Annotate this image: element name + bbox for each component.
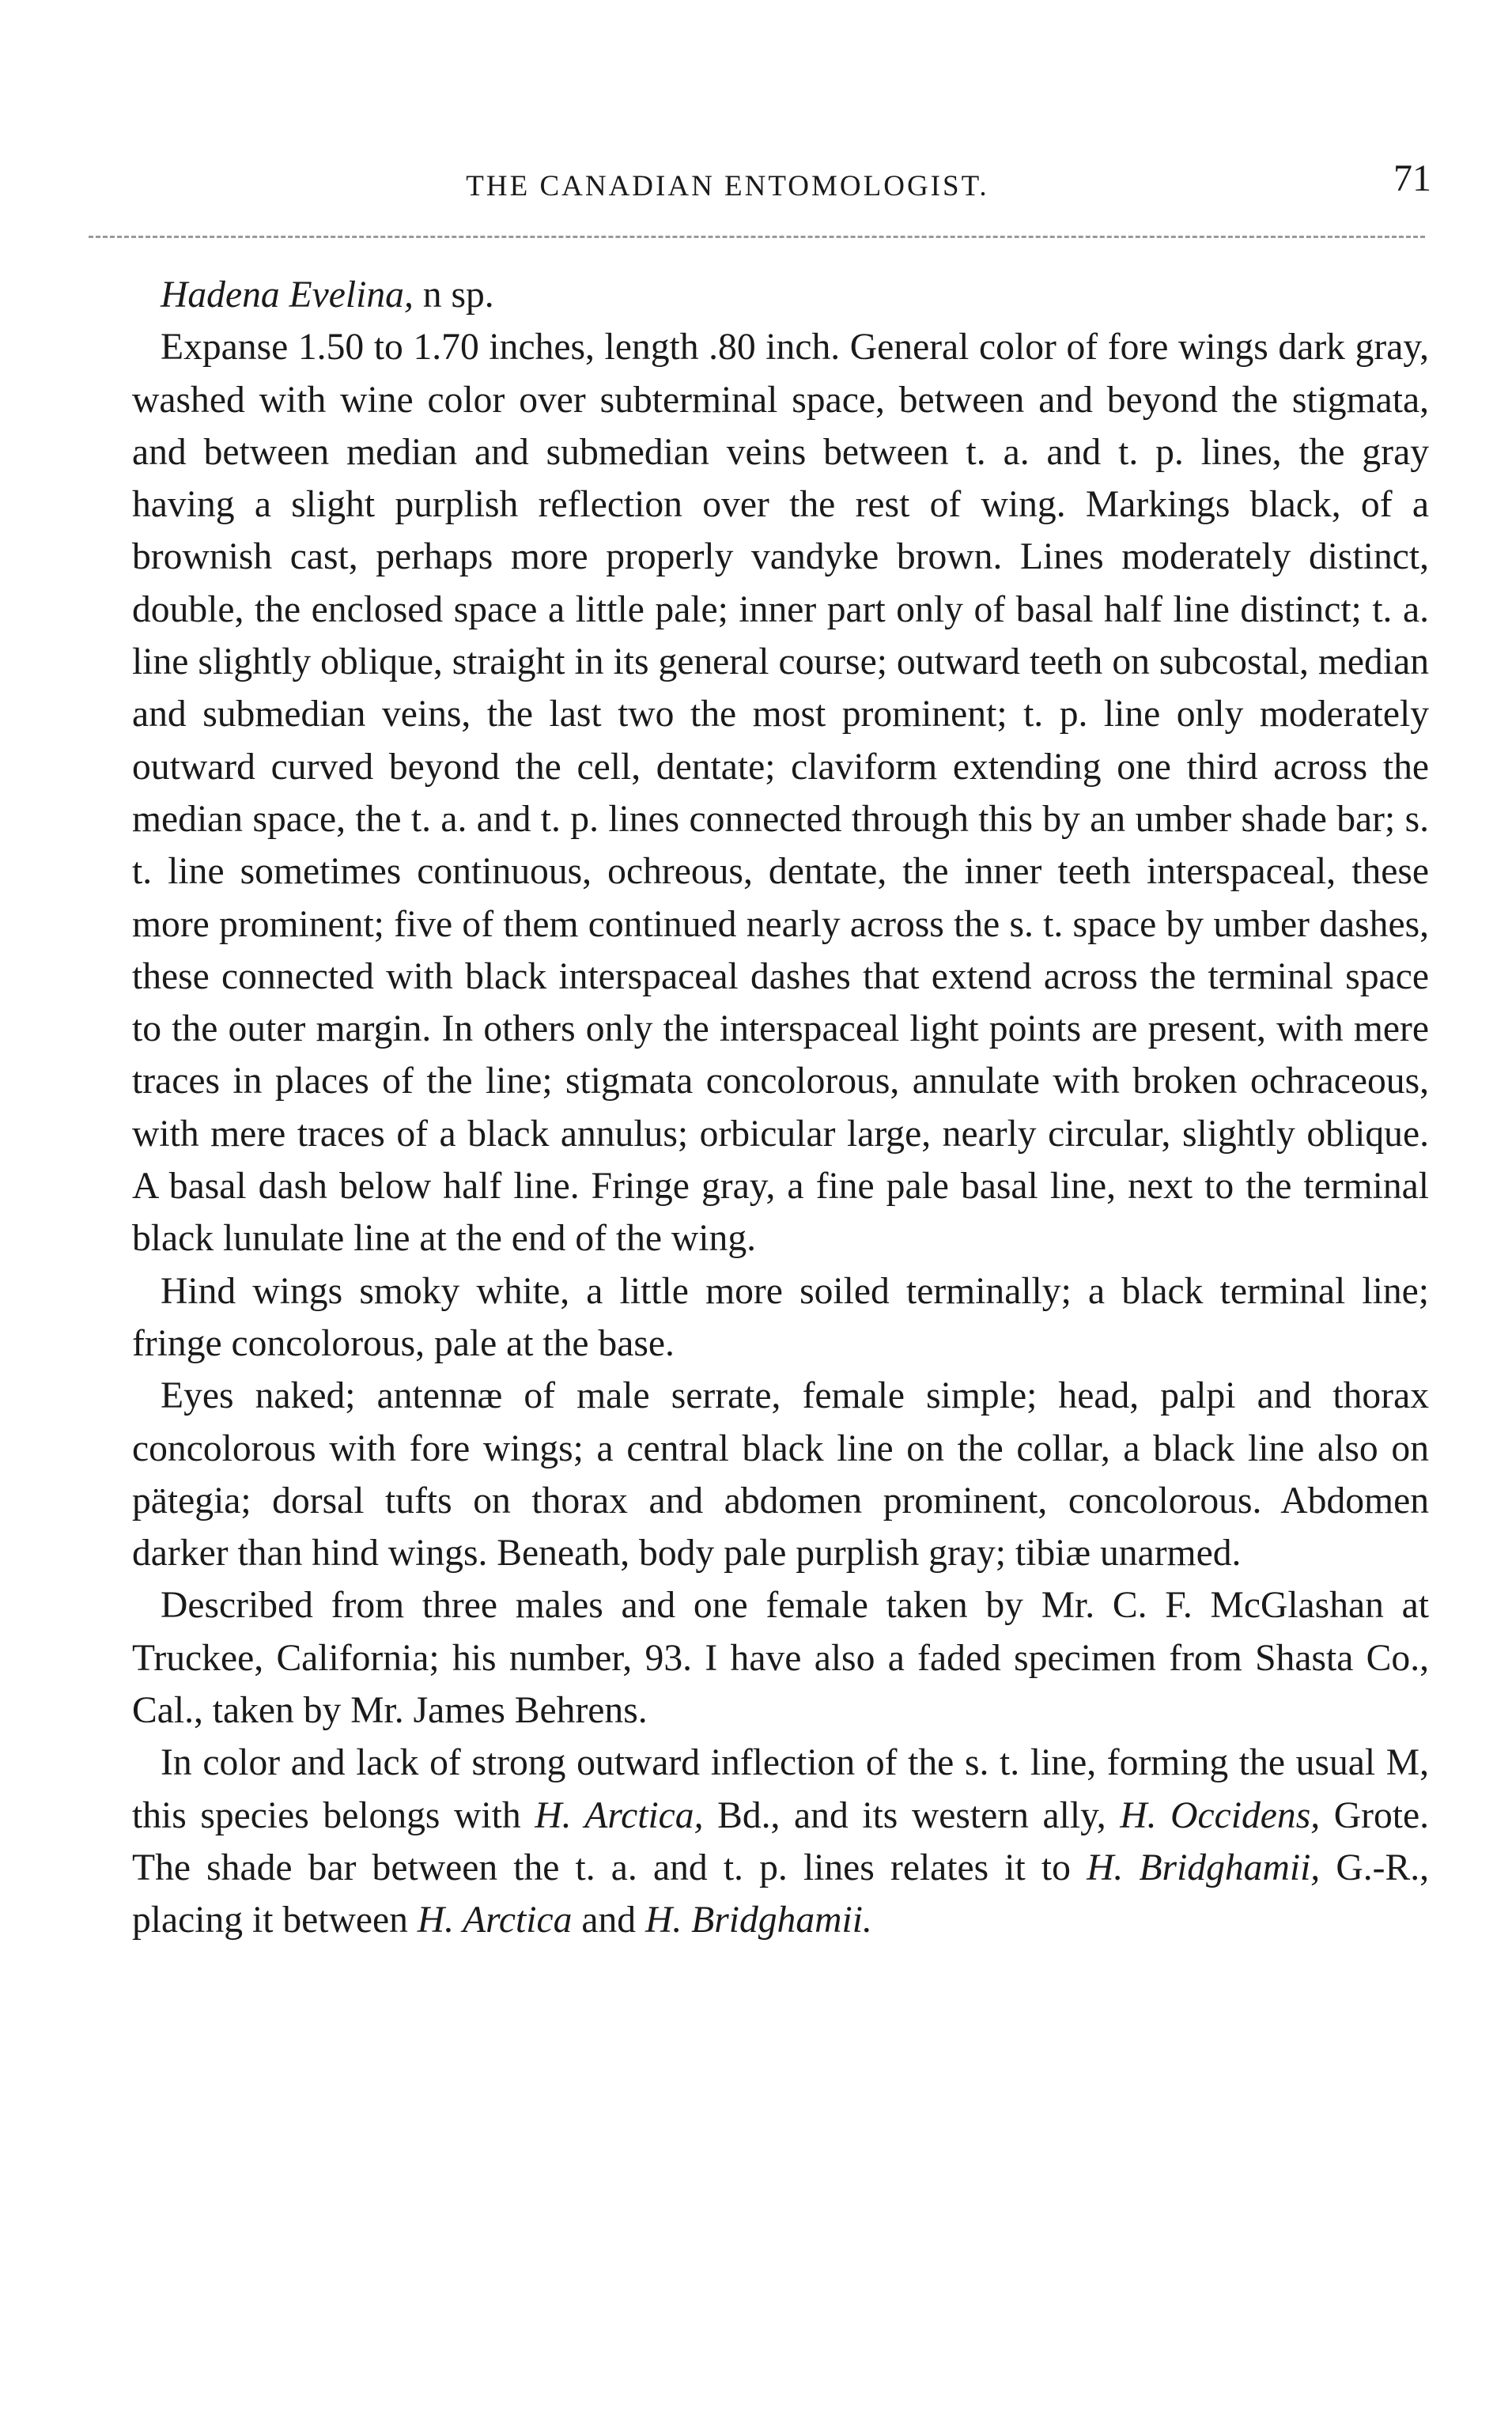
article-body <box>132 269 1429 1947</box>
taxon-occidens: H. Occidens, <box>1120 1794 1321 1836</box>
taxon-arctica-2: H. Arctica <box>417 1900 573 1941</box>
taxon-bridghamii-2: H. Bridghamii. <box>644 1900 872 1941</box>
paragraph-hind-wings: Hind wings smoky white, a little more soiled terminally; a black terminal line; fringe concolorous, pale at the base. <box>132 1270 1429 1364</box>
taxon-bridghamii: H. Bridghamii, <box>1087 1847 1321 1888</box>
affinities-text-1: In color and lack of strong outward inflection of the s. t. line, forming the usual M, this species belongs with <box>132 1742 1429 1836</box>
new-species-mark: n sp. <box>413 274 494 316</box>
genus-name: Hadena <box>161 274 280 316</box>
species-heading <box>132 269 1429 321</box>
paragraph-fore-wings: Expanse 1.50 to 1.70 inches, length .80 inch. General color of fore wings dark gray, washed with wine color over subterminal space, between and beyond the stigmata, and between median and submedian veins between t. a. and t. p. lines, the gray having a slight purplish reflection over the rest of wing. Markings black, of a brownish cast, perhaps more properly vandyke brown. Lines moderately distinct, double, the enclosed space a little pale; inner part only of basal half line distinct; t. a. line slightly oblique, straight in its general course; outward teeth on subcostal, median and submedian veins, the last two the most prominent; t. p. line only moderately outward curved beyond the cell, dentate; claviform extending one third across the median space, the t. a. and t. p. lines connected through this by an umber shade bar; s. t. line sometimes continuous, ochreous, dentate, the inner teeth interspaceal, these more prominent; five of them continued nearly across the s. t. space by umber dashes, these connected with black interspaceal dashes that extend across the terminal space to the outer margin. In others only the interspaceal light points are present, with mere traces in places of the line; stigmata concolorous, annulate with broken ochraceous, with mere traces of a black annulus; orbicular large, nearly circular, slightly oblique. A basal dash below half line. Fringe gray, a fine pale basal line, next to the terminal black lunulate line at the end of the wing. <box>132 327 1429 1260</box>
header-rule <box>89 236 1425 238</box>
paragraph-body-features: Eyes naked; antennæ of male serrate, female simple; head, palpi and thorax concolorous with fore wings; a central black line on the collar, a black line also on pätegia; dorsal tufts on thorax and abdomen prominent, concolorous. Abdomen darker than hind wings. Beneath, body pale purplish gray; tibiæ unarmed. <box>132 1375 1429 1575</box>
page-number: 71 <box>1393 157 1431 199</box>
affinities-text-2: Bd., and its western ally, <box>703 1794 1121 1836</box>
affinities-text-5: and <box>572 1900 645 1941</box>
running-header <box>0 157 1512 210</box>
paragraph-type-material: Described from three males and one female taken by Mr. C. F. McGlashan at Truckee, California; his number, 93. I have also a faded specimen from Shasta Co., Cal., taken by Mr. James Behrens. <box>132 1585 1429 1732</box>
affinities-text-3: Grote. The shade bar between the t. a. and t. p. lines relates it to <box>132 1794 1430 1888</box>
journal-title: THE CANADIAN ENTOMOLOGIST. <box>466 170 989 202</box>
affinities-text-4: G.-R., placing it between <box>132 1847 1430 1941</box>
taxon-arctica: H. Arctica, <box>535 1794 704 1836</box>
species-name: Evelina, <box>289 274 414 316</box>
paragraph-affinities <box>132 1737 1429 1946</box>
